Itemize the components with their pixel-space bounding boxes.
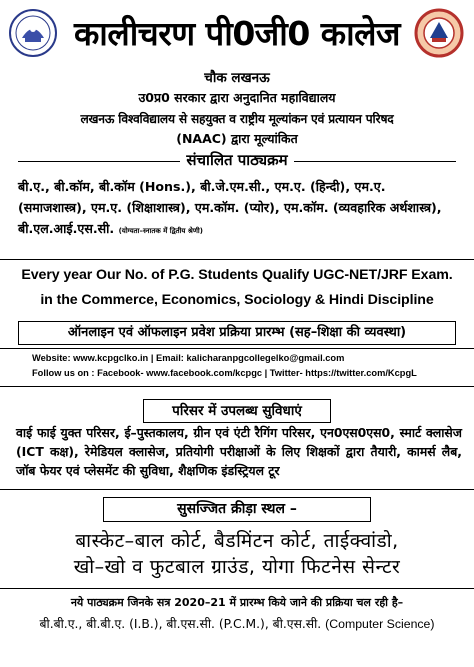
courses-heading [0, 150, 474, 170]
sports-heading: सुसज्जित क्रीड़ा स्थल – [103, 497, 371, 522]
university-logo-icon [414, 8, 464, 58]
courses-note: (योग्यता–स्नातक में द्वितीय श्रेणी) [118, 227, 203, 235]
aided-status: उ0प्र0 सरकार द्वारा अनुदानित महाविद्यालय [138, 90, 336, 105]
college-name: कालीचरण पी0जी0 कालेज [73, 14, 401, 53]
courses-heading-label: संचालित पाठ्यक्रम [180, 151, 293, 169]
achievement-line-2: in the Commerce, Economics, Sociology & Hindi Discipline [40, 292, 434, 308]
courses-list [18, 176, 458, 242]
achievement-line-1: Every year Our No. of P.G. Students Qualify UGC-NET/JRF Exam. [21, 267, 453, 283]
sports-line-2: खो–खो व फुटबाल ग्राउंड, योगा फिटनेस सेन्टर [73, 556, 401, 578]
naac-text: (NAAC) द्वारा मूल्यांकित [176, 131, 298, 146]
courses-text: बी.ए., बी.कॉम, बी.कॉम (Hons.), बी.जे.एम.सी., एम.ए. (हिन्दी), एम.ए. (समाजशास्त्र), एम.ए. (शिक्षाशास्त्र), एम.कॉम. (प्योर), एम.कॉम. (व्यवहारिक अर्थशास्त्र), बी.एल.आई.एस.सी. [18, 179, 442, 236]
website-email: Website: www.kcpgclko.in | Email: kalicharanpgcollegelko@gmail.com [32, 353, 345, 363]
college-location: चौक लखनऊ [204, 70, 270, 86]
divider [0, 588, 474, 589]
college-emblem-icon [8, 8, 58, 58]
facilities-heading: परिसर में उपलब्ध सुविधाएं [143, 399, 331, 423]
facilities-text: वाई फाई युक्त परिसर, ई–पुस्तकालय, ग्रीन एवं एंटी रैगिंग परिसर, एन0एस0एस0, स्मार्ट क्लासेज (ICT कक्ष), रेमेडियल क्लासेज, प्रतियोगी परीक्षाओं के लिए शिक्षकों द्वारा तैयारी, कामर्स लैब, जॉब फेयर एवं प्लेसमेंट की सुविधा, शैक्षणिक इंडस्ट्रियल टूर [16, 425, 462, 478]
affiliation-text: लखनऊ विश्वविद्यालय से सहयुक्त व राष्ट्रीय मूल्यांकन एवं प्रत्यायन परिषद [80, 112, 394, 126]
new-courses-cs: (Computer Science) [325, 617, 435, 631]
new-courses-list [0, 614, 474, 634]
new-courses-names: बी.बी.ए., बी.बी.ए. (I.B.), बी.एस.सी. (P.C.M.), बी.एस.सी. [39, 617, 322, 631]
divider [0, 348, 474, 349]
social-links: Follow us on : Facebook- www.facebook.com/kcpgc | Twitter- https://twitter.com/KcpgL [32, 368, 417, 378]
header [0, 0, 474, 68]
divider [0, 489, 474, 490]
divider [0, 259, 474, 260]
contact-info [32, 351, 452, 381]
divider [0, 386, 474, 387]
new-courses-intro: नये पाठ्यक्रम जिनके सत्र 2020–21 में प्रारम्भ किये जाने की प्रक्रिया चल रही है– [70, 596, 404, 609]
admission-banner: ऑनलाइन एवं ऑफलाइन प्रवेश प्रक्रिया प्रारम्भ (सह–शिक्षा की व्यवस्था) [18, 321, 456, 345]
sports-line-1: बास्केट–बाल कोर्ट, बैडमिंटन कोर्ट, ताईक्वांडो, [75, 530, 399, 552]
